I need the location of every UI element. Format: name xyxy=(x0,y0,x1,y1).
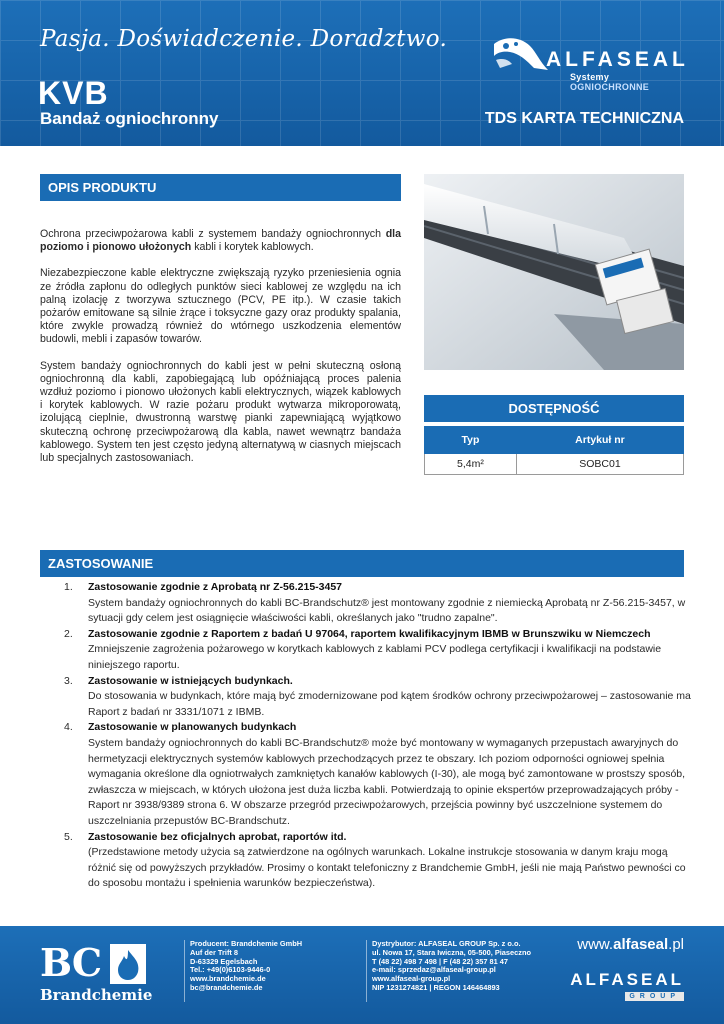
brandchemie-logo xyxy=(40,940,160,1010)
description-paragraph: Niezabezpieczone kable elektryczne zwiększają ryzyko przeniesienia ognia ze źródła zapłonu do odległych punktów sieci kablowej ze względu na ich palną izolację z tworzywa sztucznego (PCV, PE itp.). W czasie takich pożarów emitowane są silnie żrące i toksyczne gazy oraz produkty spalania, które zwykle prowadzą również do wtórnego uszkodzenia elementów budowli, mebli i zapasów towarów. xyxy=(40,267,401,346)
availability-table xyxy=(424,426,684,475)
list-item: 1. Zastosowanie zgodnie z Aprobatą nr Z-56.215-3457 System bandaży ogniochronnych do kabli BC-Brandschutz® jest montowany zgodnie z niemiecką Aprobatą nr Z-56.215-3457, w sytuacji gdy celem jest osiągnięcie właściwości kabli, określanych jako "trudno zapalne". xyxy=(64,581,686,625)
table-header-row xyxy=(425,427,684,454)
footer xyxy=(0,926,724,1024)
table-cell: SOBC01 xyxy=(516,454,683,475)
website-link[interactable]: www.alfaseal.pl xyxy=(577,936,684,953)
group-label: GROUP xyxy=(625,992,684,1001)
table-row xyxy=(425,454,684,475)
alfaseal-logo-icon xyxy=(490,34,550,76)
footer-divider xyxy=(366,940,367,1002)
product-name: Bandaż ogniochronny xyxy=(40,109,219,128)
section-title-opis: OPIS PRODUKTU xyxy=(40,174,401,201)
brandchemie-name: Brandchemie xyxy=(40,986,153,1004)
description-paragraph: System bandaży ogniochronnych do kabli jest w pełni skuteczną osłoną ogniochronną dla kabli, zapobiegającą lub opóźniającą proces palenia wzdłuż poziomo i pionowo ułożonych kabli elektrycznych, wiązek kablowych i korytek kablowych. W razie pożaru produkt wytwarza mikroporowatą, izolującą cieplnie, dwustronną warstwę pianki zapewniającą wyjątkowo skuteczną ochronę przeciwpożarową dla kabla, nawet wewnątrz bandaża kablowego. System ten jest często jedyną alternatywą w ciasnych miejscach lub specjalnych zastosowaniach. xyxy=(40,359,401,465)
column-header: Typ xyxy=(425,427,517,454)
alfaseal-logo xyxy=(490,34,690,92)
footer-divider xyxy=(184,940,185,1002)
alfaseal-group-logo xyxy=(566,970,684,1006)
bc-letters: BC xyxy=(40,940,102,985)
section-title-dostepnosc: DOSTĘPNOŚĆ xyxy=(424,395,684,422)
logo-subtitle: Systemy OGNIOCHRONNE xyxy=(570,72,650,92)
product-code: KVB xyxy=(38,75,109,111)
column-header: Artykuł nr xyxy=(516,427,683,454)
document-type: TDS KARTA TECHNICZNA xyxy=(484,110,684,127)
tagline: Pasja. Doświadczenie. Doradztwo. xyxy=(40,26,448,52)
product-photo xyxy=(424,174,684,370)
group-wordmark: ALFASEAL xyxy=(570,970,684,989)
product-description xyxy=(40,228,401,478)
header-banner xyxy=(0,0,724,146)
flame-icon xyxy=(110,944,146,984)
list-item: 3. Zastosowanie w istniejących budynkach. Do stosowania w budynkach, które mają być zmodernizowane pod kątem środków ochrony przeciwpożarowej – zastosowanie ma Raport z badań nr 3331/1071 z IBMB. xyxy=(64,674,691,718)
list-item: 2. Zastosowanie zgodnie z Raportem z badań U 97064, raportem kwalifikacyjnym IBMB w Brunszwiku w Niemczech Zmniejszenie zagrożenia pożarowego w korytkach kablowych z kablami PCV podlega certyfikacji i kwalifikacji na podstawie niniejszego raportu. xyxy=(64,627,662,671)
applications-list xyxy=(64,580,694,892)
table-cell: 5,4m² xyxy=(425,454,517,475)
producer-info: Producent: Brandchemie GmbH Auf der Trift 8 D-63329 Egelsbach Tel.: +49(0)6103-9446-0 www.brandchemie.de bc@brandchemie.de xyxy=(190,939,303,992)
description-paragraph: Ochrona przeciwpożarowa kabli z systemem bandaży ogniochronnych dla poziomo i pionowo ułożonych kabli i korytek kablowych. xyxy=(40,228,401,254)
logo-wordmark: ALFASEAL xyxy=(546,48,689,71)
list-item: 5. Zastosowanie bez oficjalnych aprobat, raportów itd. (Przedstawione metody użycia są zatwierdzone na ogólnych warunkach. Lokalne instrukcje stosowania w danym kraju mogą różnić się od powyższych przykładów. Prosimy o kontakt telefoniczny z Brandchemie GmbH, jeśli nie mają Państwo pewności co do sposobu montażu i spełnienia warunków bezpieczeństwa). xyxy=(64,830,686,890)
section-title-zastosowanie: ZASTOSOWANIE xyxy=(40,550,684,577)
list-item: 4. Zastosowanie w planowanych budynkach System bandaży ogniochronnych do kabli BC-Brandschutz® może być montowany w wymaganych przepustach awaryjnych do hermetyzacji elektrycznych systemów kablowych przechodzących przez te obszary. Ich poziom odporności ogniowej spełnia wymagania określone dla ogniotrwałych zamkniętych kanałów kablowych (I-30), ale mogą być zamontowane w prostszy sposób, zwłaszcza w miejscach, w których ułożona jest duża liczba kabli. Potwierdzają to opinie ekspertów przeprowadzających próby - Raport nr 3938/9389 strona 6. W obszarze przegród przeciwpożarowych, przejścia powinny być uszczelnione systemem do uszczelniania przepustów BC-Brandschutz. xyxy=(64,721,686,827)
distributor-info: Dystrybutor: ALFASEAL GROUP Sp. z o.o. ul. Nowa 17, Stara Iwiczna, 05-500, Piaseczno T (48 22) 498 7 498 | F (48 22) 357 81 47 e-mail: sprzedaz@alfaseal-group.pl www.alfaseal-group.pl NIP 1231274821 | REGON 146464893 xyxy=(372,939,531,992)
